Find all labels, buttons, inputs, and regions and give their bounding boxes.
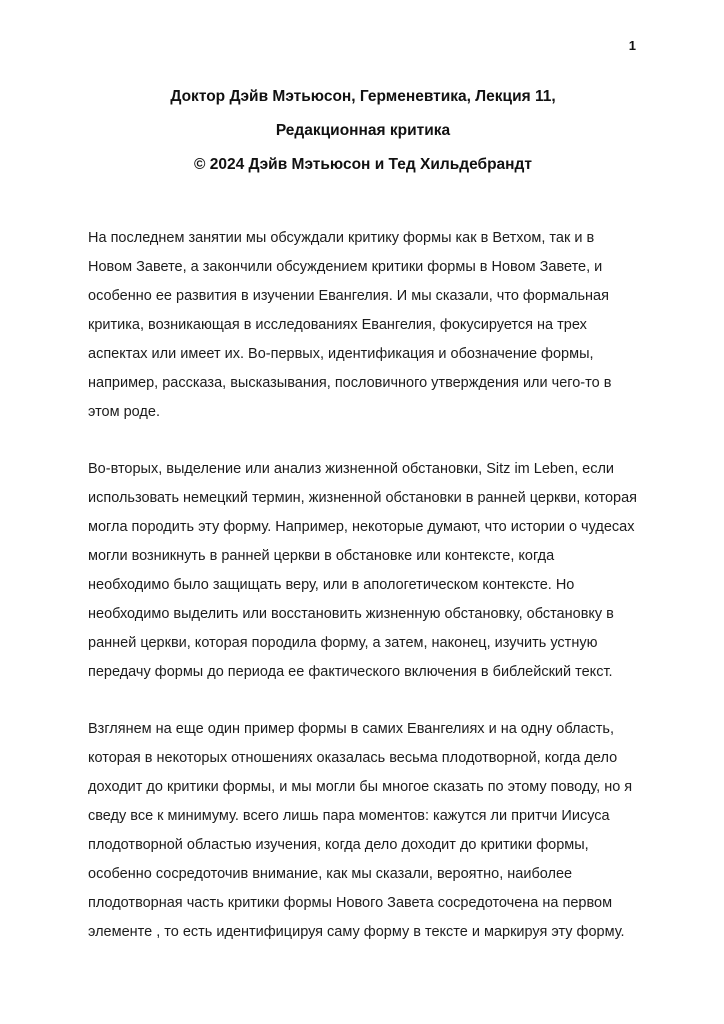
paragraph-1: На последнем занятии мы обсуждали критику формы как в Ветхом, так и в Новом Завете, а закончили обсуждением критики формы в Новом Завете, и особенно ее развития в изучении Евангелия. И мы сказали, что формальная критика, возникающая в исследованиях Евангелия, фокусируется на трех аспектах или имеет их. Во-первых, идентификация и обозначение формы, например, рассказа, высказывания, пословичного утверждения или чего-то в этом роде. [88, 230, 612, 420]
document-body [88, 224, 638, 947]
title-block [88, 80, 638, 182]
page-number: 1 [628, 38, 636, 53]
paragraph-3: Взглянем на еще один пример формы в самих Евангелиях и на одну область, которая в некоторых отношениях оказалась весьма плодотворной, когда дело доходит до критики формы, и мы могли бы многое сказать по этому поводу, но я сведу все к минимуму. всего лишь пара моментов: кажутся ли притчи Иисуса плодотворной областью изучения, когда дело доходит до критики формы, особенно сосредоточив внимание, как мы сказали, вероятно, наиболее плодотворная часть критики формы Нового Завета сосредоточена на первом элементе , то есть идентифицируя саму форму в тексте и маркируя эту форму. [88, 721, 633, 940]
document-copyright-line: © 2024 Дэйв Мэтьюсон и Тед Хильдебрандт [194, 156, 532, 173]
document-title-line-2: Редакционная критика [275, 122, 451, 139]
paragraph-2: Во-вторых, выделение или анализ жизненной обстановки, Sitz im Leben, если использовать немецкий термин, жизненной обстановки в ранней церкви, которая могла породить эту форму. Например, некоторые думают, что истории о чудесах могли возникнуть в ранней церкви в обстановке или контексте, когда необходимо было защищать веру, или в апологетическом контексте. Но необходимо выделить или восстановить жизненную обстановку, обстановку в ранней церкви, которая породила форму, а затем, наконец, изучить устную передачу формы до периода ее фактического включения в библейский текст. [88, 461, 638, 680]
document-title-line-1: Доктор Дэйв Мэтьюсон, Герменевтика, Лекция 11, [170, 88, 556, 105]
